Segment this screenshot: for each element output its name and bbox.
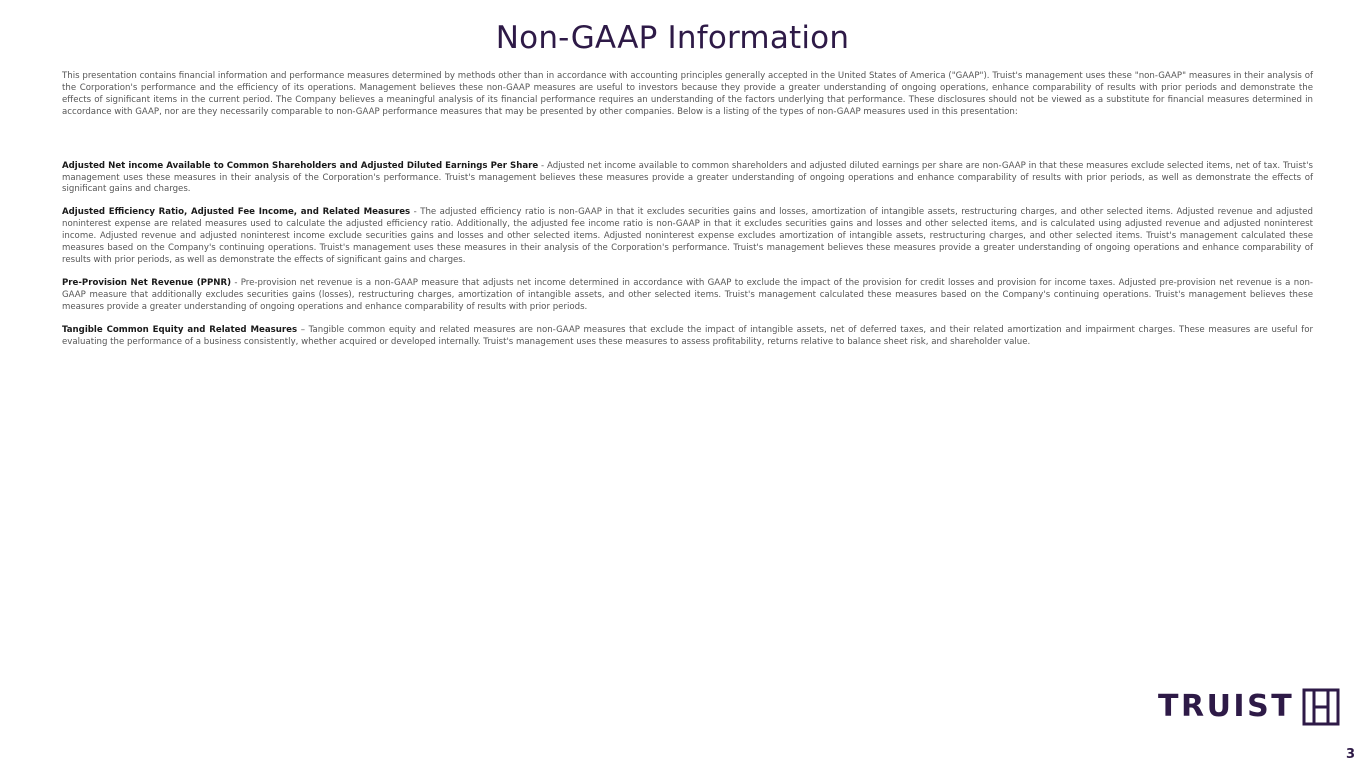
section-adjusted-net-income <box>62 161 1313 197</box>
section-heading: Tangible Common Equity and Related Measures <box>62 324 298 335</box>
section-heading: Pre-Provision Net Revenue (PPNR) <box>62 277 232 288</box>
page-number: 3 <box>1345 747 1355 762</box>
section-body: – Tangible common equity and related measures are non-GAAP measures that exclude the impact of intangible assets, net of deferred taxes, and their related amortization and impairment charges. These measures are useful for evaluating the performance of a business consistently, whether acquired or developed internally. Truist's management uses these measures to assess profitability, returns relative to balance sheet risk, and shareholder value. <box>62 324 1313 347</box>
section-adjusted-efficiency-ratio <box>62 207 1313 267</box>
section-body: - Pre-provision net revenue is a non-GAAP measure that adjusts net income determined in accordance with GAAP to exclude the impact of the provision for credit losses and provision for income taxes. Adjusted pre-provision net revenue is a non-GAAP measure that additionally excludes securities gains (losses), restructuring charges, amortization of intangible assets, and other selected items. Truist's management calculated these measures based on the Company's continuing operations. Truist's management believes these measures provide a greater understanding of ongoing operations and enhance comparability of results with prior periods. <box>62 277 1314 312</box>
section-body: - Adjusted net income available to common shareholders and adjusted diluted earnings per share are non-GAAP in that these measures exclude selected items, net of tax. Truist's management uses these measures in their analysis of the Corporation's performance. Truist's management believes these measures provide a greater understanding of ongoing operations and enhance comparability of results with prior periods, as well as demonstrate the effects of significant gains and charges. <box>62 160 1314 195</box>
logo-wordmark: TRUIST <box>1158 689 1295 724</box>
section-heading: Adjusted Efficiency Ratio, Adjusted Fee Income, and Related Measures <box>62 207 411 218</box>
body-content <box>62 71 1313 359</box>
page-title: Non-GAAP Information <box>495 20 850 56</box>
section-heading: Adjusted Net income Available to Common Shareholders and Adjusted Diluted Earnings Per Share <box>62 160 539 171</box>
section-body: - The adjusted efficiency ratio is non-GAAP in that it excludes securities gains and losses, amortization of intangible assets, restructuring charges, and other selected items. Adjusted revenue and adjusted noninterest expense are related measures used to calculate the adjusted efficiency ratio. Additionally, the adjusted fee income ratio is non-GAAP in that it excludes securities gains and losses and other selected items, and is calculated using adjusted revenue and adjusted noninterest income. Adjusted revenue and adjusted noninterest income exclude securities gains and losses and other selected items. Adjusted noninterest expense excludes amortization of intangible assets, restructuring charges, and other selected items. Truist's management calculated these measures based on the Company's continuing operations. Truist's management uses these measures in their analysis of the Corporation's performance. Truist's management believes these measures provide a greater understanding of ongoing operations and enhance comparability of results with prior periods, as well as demonstrate the effects of significant gains and charges. <box>62 207 1313 265</box>
intro-paragraph: This presentation contains financial information and performance measures determined by methods other than in accordance with accounting principles generally accepted in the United States of America ("GAAP"). Truist's management uses these "non-GAAP" measures in their analysis of the Corporation's performance and the efficiency of its operations. Management believes these non-GAAP measures are useful to investors because they provide a greater understanding of ongoing operations, enhance comparability of results with prior periods and demonstrate the effects of significant items in the current period. The Company believes a meaningful analysis of its financial performance requires an understanding of the factors underlying that performance. These disclosures should not be viewed as a substitute for financial measures determined in accordance with GAAP, nor are they necessarily comparable to non-GAAP performance measures that may be presented by other companies. Below is a listing of the types of non-GAAP measures used in this presentation: <box>62 71 1313 117</box>
truist-logo-mark-icon <box>1302 688 1340 726</box>
truist-logo <box>1158 688 1340 726</box>
section-tangible-common-equity <box>62 325 1313 349</box>
section-ppnr <box>62 278 1313 314</box>
